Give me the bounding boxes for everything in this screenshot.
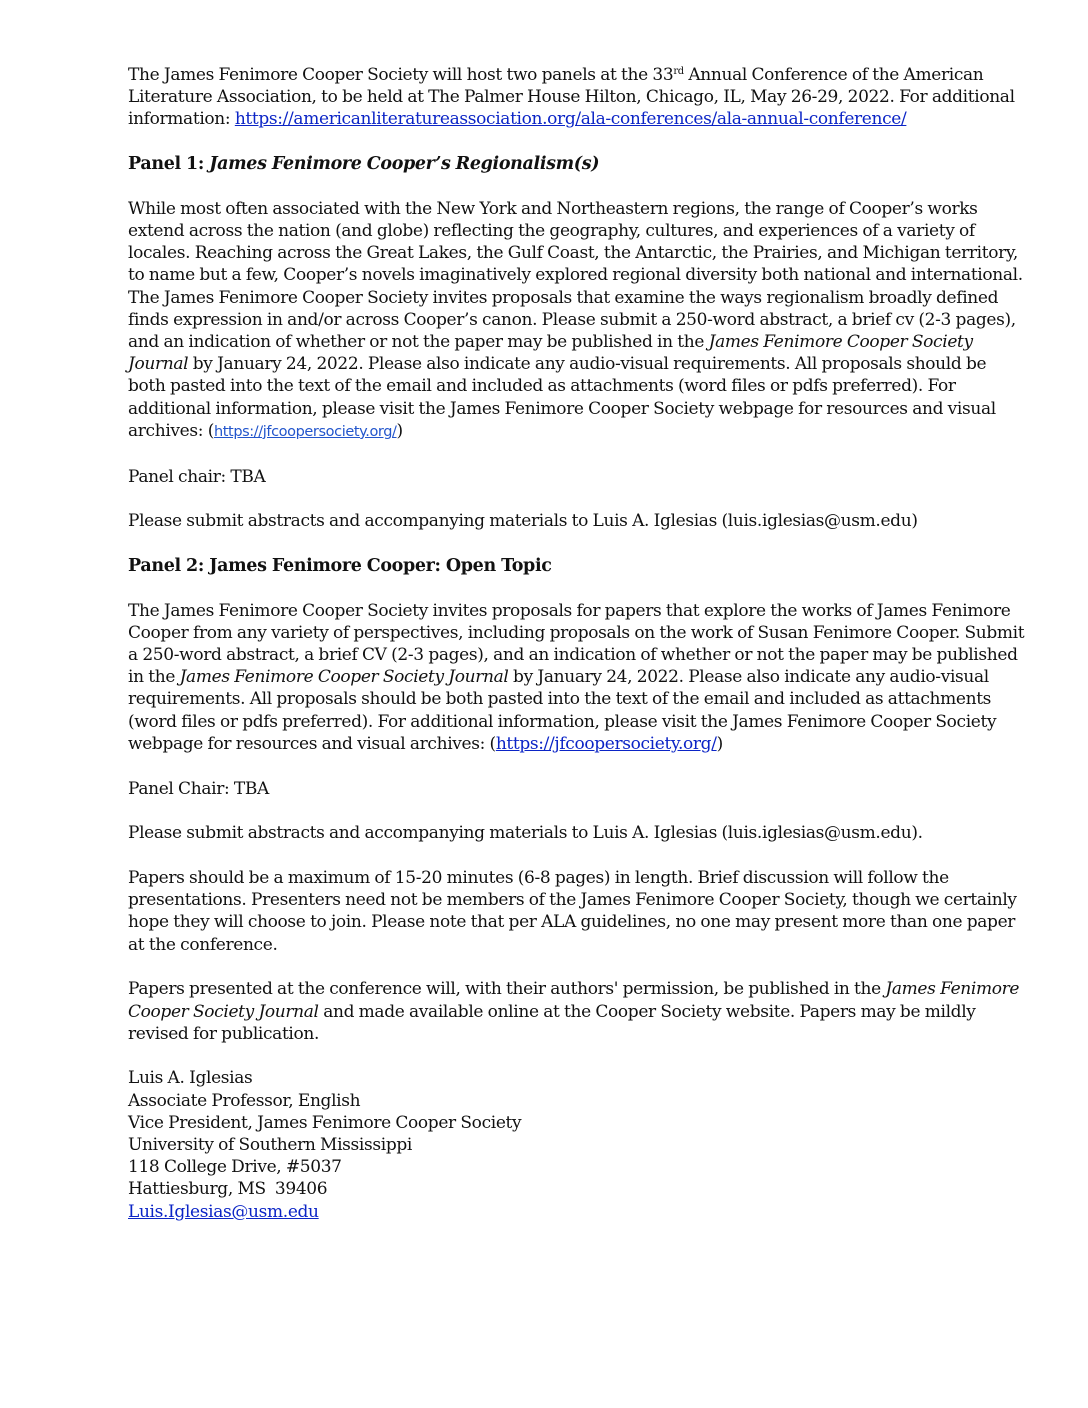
ala-conference-link[interactable]: https://americanliteratureassociation.org/ala-conferences/ala-annual-conference/ xyxy=(234,109,907,130)
intro-text-cont: Annual Conference of the American Literature Association, to be held at The Palmer House Hilton, Chicago, IL, May 26-29, 2022. For additional information: xyxy=(128,65,1015,130)
intro-text: The James Fenimore Cooper Society will host two panels at the 33 xyxy=(128,65,674,85)
publication-text-cont: and made available online at the Cooper Society website. Papers may be mildly revised for publication. xyxy=(128,1001,976,1044)
ordinal-superscript: rd xyxy=(673,66,684,77)
document-page xyxy=(128,64,1028,1223)
panel2-body-text: The James Fenimore Cooper Society invites proposals for papers that explore the works of James Fenimore Cooper from any variety of perspectives, including proposals on the work of Susan Fenimore Cooper. Submit a 250-word abstract, a brief CV (2-3 pages), and an indication of whether or not the paper may be published in the xyxy=(128,600,1025,688)
panel1-description xyxy=(128,198,1028,443)
panel1-heading xyxy=(128,153,1028,175)
journal-title: James Fenimore Cooper Society Journal xyxy=(128,979,1020,1022)
publication-note xyxy=(128,978,1028,1045)
journal-title: James Fenimore Cooper Society Journal xyxy=(128,332,973,375)
panel2-description xyxy=(128,600,1028,755)
signature-email-link[interactable]: Luis.Iglesias@usm.edu xyxy=(128,1201,319,1222)
panel2-body-text-cont: by January 24, 2022. Please also indicate any audio-visual requirements. All proposals should be both pasted into the text of the email and included as attachments (word files or pdfs preferred). For additional information, please visit the James Fenimore Cooper Society webpage for resources and visual archives: ( xyxy=(128,667,997,754)
signature-address-line1: 118 College Drive, #5037 xyxy=(128,1157,342,1178)
panel1-chair: Panel chair: TBA xyxy=(128,466,266,487)
panel1-heading-title: James Fenimore Cooper’s Regionalism(s) xyxy=(209,154,600,175)
paren-close: ) xyxy=(396,420,403,441)
panel1-body-text: While most often associated with the New York and Northeastern regions, the range of Cooper’s works extend across the nation (and globe) reflecting the geography, cultures, and experiences of a variety of locales. Reaching across the Great Lakes, the Gulf Coast, the Antarctic, the Prairies, and Michigan territory, to name but a few, Cooper’s novels imaginatively explored regional diversity both national and international. The James Fenimore Cooper Society invites proposals that examine the ways regionalism broadly defined finds expression in and/or across Cooper’s canon. Please submit a 250-word abstract, a brief cv (2-3 pages), and an indication of whether or not the paper may be published in the xyxy=(128,198,1023,353)
panel2-submit-note: Please submit abstracts and accompanying materials to Luis A. Iglesias (luis.iglesias@usm.edu). xyxy=(128,823,923,844)
signature-title: Associate Professor, English xyxy=(128,1090,361,1111)
signature-role: Vice President, James Fenimore Cooper Society xyxy=(128,1112,522,1133)
papers-length-note: Papers should be a maximum of 15-20 minutes (6-8 pages) in length. Brief discussion will follow the presentations. Presenters need not be members of the James Fenimore Cooper Society, though we certainly hope they will choose to join. Please note that per ALA guidelines, no one may present more than one paper at the conference. xyxy=(128,867,1017,955)
signature-institution: University of Southern Mississippi xyxy=(128,1135,413,1156)
publication-text: Papers presented at the conference will, with their authors' permission, be published in the xyxy=(128,979,886,1000)
panel2-heading: Panel 2: James Fenimore Cooper: Open Topic xyxy=(128,555,552,576)
jfcooper-society-link[interactable]: https://jfcoopersociety.org/ xyxy=(495,733,717,754)
jfcooper-society-link[interactable]: https://jfcoopersociety.org/ xyxy=(213,423,397,440)
panel2-chair: Panel Chair: TBA xyxy=(128,778,269,799)
paren-close: ) xyxy=(716,733,723,754)
signature-name: Luis A. Iglesias xyxy=(128,1068,253,1089)
journal-title: James Fenimore Cooper Society Journal xyxy=(179,667,509,688)
panel1-heading-prefix: Panel 1: xyxy=(128,154,210,175)
intro-paragraph xyxy=(128,64,1028,131)
panel1-submit-note: Please submit abstracts and accompanying materials to Luis A. Iglesias (luis.iglesias@usm.edu) xyxy=(128,511,918,532)
signature-block xyxy=(128,1067,1028,1222)
panel1-body-text-cont: by January 24, 2022. Please also indicate any audio-visual requirements. All proposals should be both pasted into the text of the email and included as attachments (word files or pdfs preferred). For additional information, please visit the James Fenimore Cooper Society webpage for resources and visual archives: ( xyxy=(128,354,996,441)
signature-address-line2: Hattiesburg, MS 39406 xyxy=(128,1179,328,1200)
